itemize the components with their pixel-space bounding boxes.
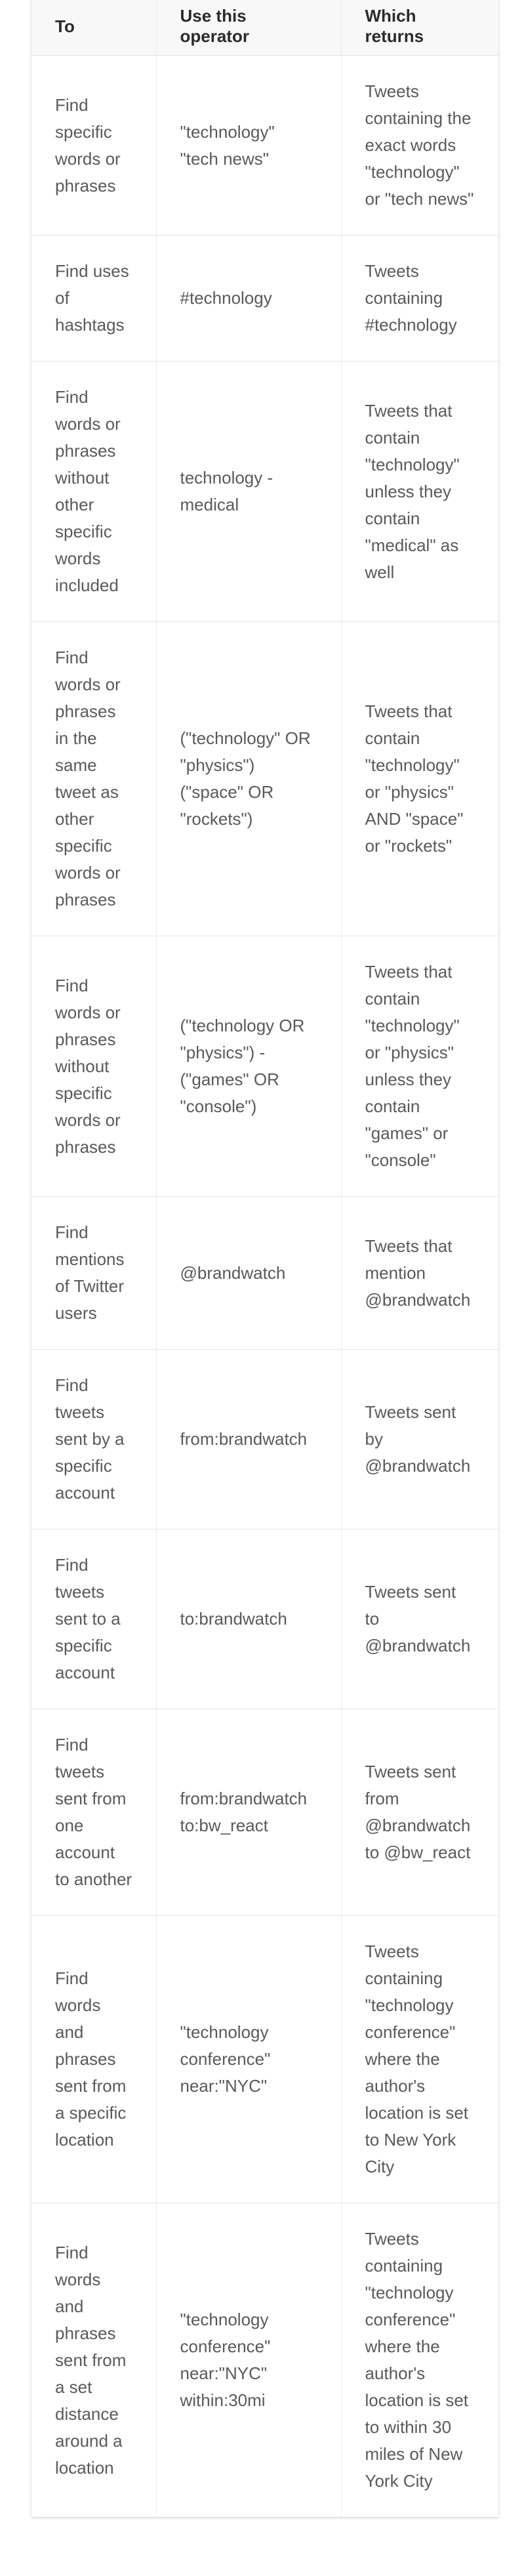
table-header bbox=[31, 0, 498, 56]
cell-operator: @brandwatch bbox=[156, 1197, 341, 1350]
cell-returns: Tweets that mention @brandwatch bbox=[341, 1197, 498, 1350]
cell-returns: Tweets containing the exact words "technology" or "tech news" bbox=[341, 56, 498, 236]
table-body bbox=[31, 56, 498, 2518]
cell-operator: to:brandwatch bbox=[156, 1529, 341, 1709]
cell-to: Find words or phrases without specific words or phrases bbox=[31, 936, 156, 1197]
cell-to: Find tweets sent to a specific account bbox=[31, 1529, 156, 1709]
cell-to: Find words or phrases without other specific words included bbox=[31, 362, 156, 622]
table-row bbox=[31, 362, 498, 622]
cell-to: Find tweets sent from one account to another bbox=[31, 1709, 156, 1916]
header-operator: Use this operator bbox=[156, 0, 341, 56]
cell-to: Find specific words or phrases bbox=[31, 56, 156, 236]
cell-operator: "technology" "tech news" bbox=[156, 56, 341, 236]
table-row bbox=[31, 2203, 498, 2518]
cell-to: Find uses of hashtags bbox=[31, 236, 156, 362]
cell-returns: Tweets sent to @brandwatch bbox=[341, 1529, 498, 1709]
table-row bbox=[31, 1709, 498, 1916]
cell-returns: Tweets containing "technology conference" where the author's location is set to within 30 miles of New York City bbox=[341, 2203, 498, 2518]
table-row bbox=[31, 1916, 498, 2203]
cell-operator: from:brandwatch to:bw_react bbox=[156, 1709, 341, 1916]
header-to: To bbox=[31, 0, 156, 56]
cell-to: Find words or phrases in the same tweet as other specific words or phrases bbox=[31, 622, 156, 936]
table-row bbox=[31, 1529, 498, 1709]
cell-operator: "technology conference" near:"NYC" within:30mi bbox=[156, 2203, 341, 2518]
table-row bbox=[31, 1350, 498, 1529]
header-row bbox=[31, 0, 498, 56]
cell-operator: technology -medical bbox=[156, 362, 341, 622]
cell-returns: Tweets containing "technology conference" where the author's location is set to New York City bbox=[341, 1916, 498, 2203]
cell-returns: Tweets that contain "technology" or "physics" AND "space" or "rockets" bbox=[341, 622, 498, 936]
table-row bbox=[31, 1197, 498, 1350]
table-row bbox=[31, 236, 498, 362]
cell-to: Find words and phrases sent from a specific location bbox=[31, 1916, 156, 2203]
header-returns: Which returns bbox=[341, 0, 498, 56]
cell-to: Find tweets sent by a specific account bbox=[31, 1350, 156, 1529]
cell-returns: Tweets that contain "technology" unless they contain "medical" as well bbox=[341, 362, 498, 622]
cell-returns: Tweets sent by @brandwatch bbox=[341, 1350, 498, 1529]
cell-returns: Tweets containing #technology bbox=[341, 236, 498, 362]
cell-to: Find words and phrases sent from a set distance around a location bbox=[55, 2242, 127, 2478]
cell-operator: "technology conference" near:"NYC" bbox=[156, 1916, 341, 2203]
cell-returns: Tweets that contain "technology" or "physics" unless they contain "games" or "console" bbox=[341, 936, 498, 1197]
cell-operator: from:brandwatch bbox=[156, 1350, 341, 1529]
table-row bbox=[31, 622, 498, 936]
cell-to: Find mentions of Twitter users bbox=[31, 1197, 156, 1350]
cell-returns: Tweets sent from @brandwatch to @bw_react bbox=[341, 1709, 498, 1916]
cell-operator: ("technology OR "physics") -("games" OR "console") bbox=[156, 936, 341, 1197]
cell-operator: #technology bbox=[156, 236, 341, 362]
operators-table bbox=[31, 0, 498, 2517]
operators-table-card bbox=[31, 0, 498, 2517]
table-row bbox=[31, 56, 498, 236]
table-row bbox=[31, 936, 498, 1197]
cell-operator: ("technology" OR "physics") ("space" OR "rockets") bbox=[156, 622, 341, 936]
